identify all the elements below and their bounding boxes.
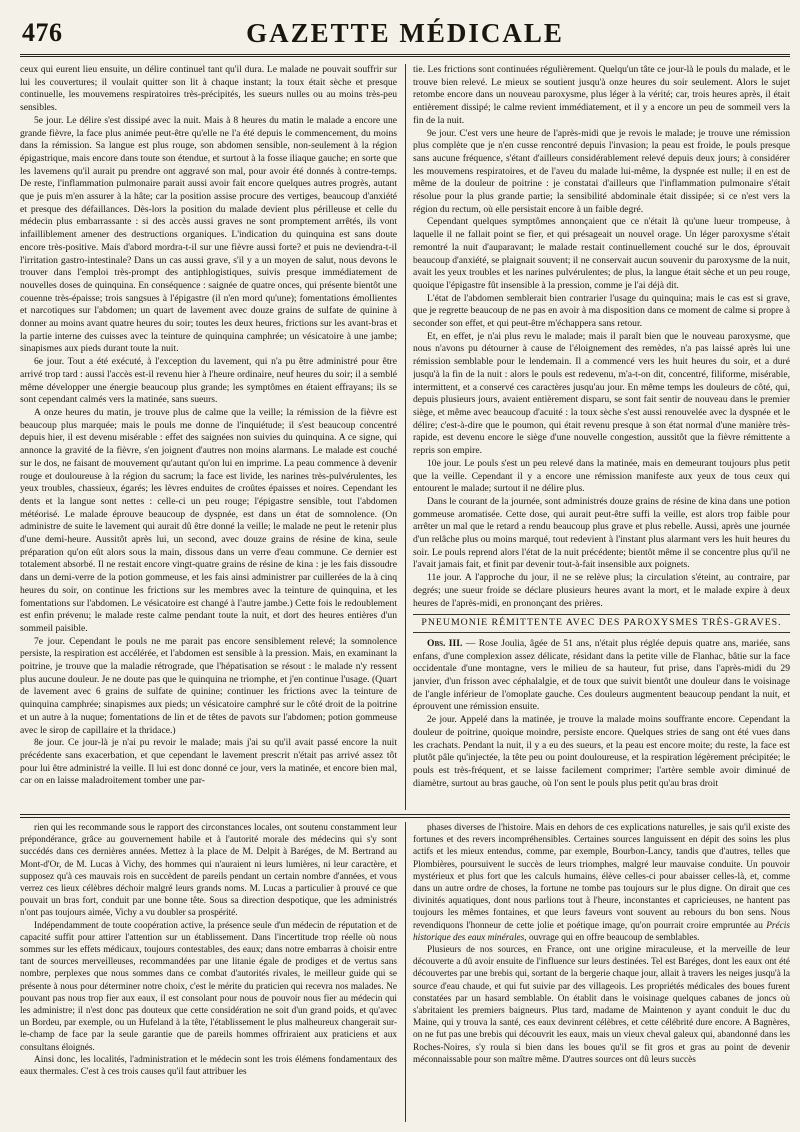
paragraph: L'état de l'abdomen semblerait bien contrarier l'usage du quinquina; mais le cas est si grave, que je regrette beaucoup de ne pas en avoir à ma disposition dans ce moment de calme si propre à seconder son effet, et qui peut-être m'échappera sans retour. [413,292,790,330]
paragraph: 10e jour. Le pouls s'est un peu relevé dans la matinée, mais en demeurant toujours plus petit que la veille. Cependant il y a encore une rémission manifeste aux yeux de tous ceux qui entourent le malade; surtout il ne délire plus. [413,457,790,495]
lower-left-column [20,822,397,1122]
text-run: , ouvrage qui en offre beaucoup de semblables. [524,932,700,943]
column-divider [405,64,406,810]
paragraph: Cependant quelques symptômes annonçaient que ce n'était là qu'une lueur trompeuse, à laquelle il ne fallait point se fier, et qui présageait un nouvel orage. Un léger paroxysme s'était remontré la nuit d'auparavant; le malade restait continuellement couché sur le dos, éprouvait beaucoup d'anxiété, se plaignait souvent; il ne conservait aucun souvenir du paroxysme de la nuit, avait les yeux troubles et les narines pulvérulentes; de plus, la langue était sèche et un peu rouge, quoique l'épigastre fût insensible à la pression, comme je l'ai déjà dit. [413,216,790,291]
paragraph: rien qui les recommande sous le rapport des circonstances locales, ont soutenu constamment leur prépondérance, grâce au gouvernement habile et à l'autorité morale des médecins qui s'y sont succédés dans ces dernières années. Mettez à la place de M. Delpit à Baréges, de M. Bertrand au Mont-d'Or, de M. Lucas à Vichy, des hommes qui n'auraient ni leurs lumières, ni leur caractère, et supposez qu'à ces mauvais rois en succèdent de pareils pendant un certain nombre d'années, et vous verrez ces lieux célèbres déchoir malgré leurs grands noms. M. Lucas a particulier à prouvé ce que pouvait un bras fort, conduit par une bonne tête. Sous sa direction despotique, que les administrés n'ont pas toujours aimée, Vichy a vu doubler sa prospérité. [20,823,397,919]
paragraph: ceux qui eurent lieu ensuite, un délire continuel tant qu'il dura. Le malade ne pouvait souffrir sur lui les couvertures; il voulait quitter son lit à chaque instant; la toux était sèche et presque continuelle, les mouvemens respiratoires très-précipités, les sueurs nulles ou au moins très-peu sensibles. [20,64,397,114]
upper-left-column [20,64,397,810]
section-heading: PNEUMONIE RÉMITTENTE AVEC DES PAROXYSMES TRÈS-GRAVES. [413,614,790,633]
observation-text: — Rose Joulia, âgée de 51 ans, n'était plus réglée depuis quatre ans, mariée, sans enfans, d'une complexion assez délicate, résidant dans la petite ville de Flanhac, bâtie sur la face occidentale d'une montagne, vers le milieu de sa hauteur, fut prise, dans l'après-midi du 29 janvier, d'un frisson avec céphalalgie, et de toux que suivit bientôt une douleur dans le voisinage de l'angle inférieur de l'omoplate gauche. Ces douleurs augmentent beaucoup pendant la nuit, et éprouvent une rémission ensuite. [413,637,790,713]
upper-right-column [413,64,790,810]
observation-label: Obs. III. [427,637,463,649]
paragraph: 5e jour. Le délire s'est dissipé avec la nuit. Mais à 8 heures du matin le malade a encore une grande fièvre, la face plus animée peut-être qu'elle ne l'a été depuis le commencement, du moins dans la rémission. Sa langue est plus rouge, son abdomen sensible, non-seulement à la région épigastrique, mais encore dans toute son étendue, et surtout à la fosse iliaque gauche; en sorte que les lavemens qu'il aurait pu prendre ont aggravé son mal, pour avoir été donnés à contre-temps. De reste, l'inflammation pulmonaire parait aussi avoir fait encore quelques autres progrès, autant que je puis m'en assurer à la hâte; car la position assise procure des vertiges, beaucoup d'anxiété et presque des défaillances. Dès-lors la position du malade devient plus périlleuse et celle du médecin plus embarrassante : si des accès aussi graves ne sont promptement arrêtés, ils vont infailliblement amener des destructions organiques. L'indication du quinquina est sans doute encore très-positive. Mais d'abord mordra-t-il sur une fièvre aussi forte? et puis ne deviendra-t-il l'irritation gastro-intestinale? Dans un cas aussi grave, s'il y a un moyen de salut, nous devons le trouver dans l'emploi très-prompt des antiphlogistiques, suivis presque immédiatement de nouvelles doses de quinquina. En conséquence : saignée de quatre onces, qui présente bientôt une couenne très-épaisse; trois sangsues à l'épigastre (il n'en mord qu'une); fomentations émollientes et narcotiques sur l'abdomen; un quart de lavement avec douze grains de sulfate de quinine à donner au moins avant quatre heures du soir; toutes les deux heures, frictions sur les avant-bras et la partie interne des cuisses avec la teinture de quinquina camphrée; un vésicatoire à une jambe; sinapismes aux pieds durant toute la nuit. [20,114,397,355]
paragraph [413,822,790,944]
paragraph: Plusieurs de nos sources, en France, ont une origine miraculeuse, et la merveille de leur découverte a dû avoir ensuite de l'influence sur leurs destinées. Tel est Baréges, dont les eaux ont été découvertes par une brebis qui, sortant de la bergerie chaque jour, allait à travers les neiges jusqu'à la source d'eau chaude, et qui fut suivie par des villageois. Les propriétés médicales des boues furent constatées par un hasard semblable. On établit dans le voisinage quelques cabanes de joncs où s'abritaient les premiers baigneurs. Plus tard, madame de Maintenon y ayant conduit le duc du Maine, qui y trouva la santé, ces eaux devinrent célèbres, et cette célébrité dure encore. A Bagnères, on ne fut pas une brebis qui découvrit les eaux, mais un vieux cheval galeux qui, abandonné dans les Roches-Noires, s'y roula si bien dans les boues qu'il se fit gros et gras au point de devenir méconnaissable pour son maître même. D'autres sources ont dû leurs succès [413,945,790,1065]
paragraph: Indépendamment de toute coopération active, la présence seule d'un médecin de réputation et de capacité suffit pour attirer l'attention sur un établissement. Dans l'incertitude trop réelle où nous sommes sur les effets médicaux, toujours contestables, des eaux; dans notre embarras à choisir entre tant de sources merveilleuses, recommandées par une litanie égale de prodiges et de vertus sans nombre, perplexes que nous sommes dans ce combat d'autorités rivales, le meilleur guide qui se présente à nous pour déterminer notre choix, c'est le mérite du praticien qui recevra nos malades. Ne pouvant pas nous trop fier aux eaux, il est consolant pour nous de pouvoir nous fier au médecin qui les administre; il n'est donc pas douteux que cette considération ne soit d'un grand poids, et qu'avec un Bordeu, par exemple, ou un Hufeland à la tête, l'établissement le plus malheureux changerait sur-le-champ de face par la seule garantie que de pareils hommes offriraient aux praticiens et aux consultans éloignés. [20,920,397,1053]
paragraph: 2e jour. Appelé dans la matinée, je trouve la malade moins souffrante encore. Cependant la douleur de poitrine, quoique moindre, persiste encore. Quelques stries de sang ont été vues dans les crachats. Pendant la nuit, il y a eu des sueurs, et la peau est encore moite; du reste, la face est plutôt pâle qu'injectée, la tête peu ou point douloureuse, et la respiration légèrement précipitée; le pouls est très-fréquent, et se laisse facilement comprimer; l'artère semble avoir diminué de diamètre, surtout au bras gauche, où l'on sent le pouls plus petit qu'au bras droit [413,714,790,789]
paragraph: A onze heures du matin, je trouve plus de calme que la veille; la rémission de la fièvre est beaucoup plus marquée; mais le pouls me donne de l'inquiétude; il s'est beaucoup concentré depuis hier, il est devenu misérable : effet des saignées non suivies du quinquina. A ce signe, qui annonce la gravité de la fièvre, s'en joignent d'autres non moins alarmans. Le malade est couché sur le dos, ne faisant de mouvement qu'autant qu'on lui en imprime. La peau commence à devenir rouge et douloureuse à la région du sacrum; la face est livide, les narines très-pulvérulentes, les yeux troubles, chassieux, égarés; les lèvres enduites de croûtes épaisses et noires. Cependant les dents et la langue sont nettes : celle-ci un peu rouge; l'épigastre sensible, tout l'abdomen météorisé. Le malade éprouve beaucoup de dyspnée, est dans un état de somnolence. (On administre de suite le lavement qui aurait dû être donné la veille; le malade ne peut le retenir plus d'une demi-heure. Aussitôt après lui, un second, avec douze grains de résine de kina, seule préparation qu'on eût alors sous la main, dissous dans un verre d'eau commune. Ce dernier est totalement absorbé. Il ne restait encore vingt-quatre grains de résine de kina : je les fais dissoudre dans un demi-verre de la potion gommeuse, et les fais ainsi administrer par cuillerées de la à cinq heures du soir, on continue les frictions sur les membres avec la teinture de quinquina, et les fomentations sur l'abdomen. Le vésicatoire est changé à l'autre jambe.) Cette fois le redoublement est enfin prévenu; le malade reste calme pendant toute la nuit, et dort des heures entières d'un sommeil paisible. [20,406,397,634]
paragraph: 9e jour. C'est vers une heure de l'après-midi que je revois le malade; je trouve une rémission plus complète que je n'en cusse rencontré depuis l'invasion; la peau est froide, le pouls presque sans aucune fréquence, s'étant d'ailleurs considérablement relevé depuis deux jours; à considérer les mouvemens respiratoires, et de l'aveu du malade lui-même, la dyspnée est nulle; il en est de même de la douleur de poitrine : je constatai d'ailleurs que l'inflammation pulmonaire s'était résolue pour la plus grande partie; la sensibilité abdominale était dissipée; si ce n'est vers la région du rectum, où elle persistait encore à un faible degré. [413,127,790,215]
page-header [20,14,790,57]
paragraph: tie. Les frictions sont continuées régulièrement. Quelqu'un tâte ce jour-là le pouls du malade, et le trouve bien relevé. Le mieux se soutient jusqu'à onze heures du soir seulement. Alors le sujet retombe encore dans un nouveau paroxysme, plus léger à la vérité; car, trois heures après, il était entièrement dissipé; le calme revient immédiatement, et il y a encore un peu de sommeil vers la fin de la nuit. [413,64,790,126]
paragraph: Et, en effet, je n'ai plus revu le malade; mais il paraît bien que le nouveau paroxysme, que nous n'avons pu détourner à cause de l'éloignement des remèdes, n'a pas laissé après lui une rémission semblable pour le lendemain. Il a commencé vers les huit heures du soir, et a duré jusqu'à la fin de la nuit : alors le pouls est redevenu, m'a-t-on dit, concentré, filiforme, misérable, intermittent, et a conservé ces caractères jusqu'au jour. En même temps les douleurs de côté, qui, depuis plusieurs jours, avaient entièrement disparu, se sont fait sentir de nouveau dans le premier siège, et même avec beaucoup d'acuité : la toux sèche s'est aussi renouvelée avec la dyspnée et le délire; c'est-à-dire que le poumon, qui était revenu presque à son état normal d'une manière très-rapide, est devenu encore le siège d'une nouvelle congestion, aussitôt que la fièvre rémittente a repris son empire. [413,330,790,457]
text-run: phases diverses de l'histoire. Mais en dehors de ces explications naturelles, je sais qu'il existe des fortunes et des revers incompréhensibles. Certaines sources languissent en dépit des soins les plus actifs et les mieux entendus, comme, par exemple, Bourbon-Lancy, tandis que d'autres, telles que Plombières, poursuivent le succès de leurs triomphes, malgré leur mauvaise conduite. Un pouvoir mystérieux et plus fort que les calculs humains, élève celles-ci pour abaisser celles-là, et, comme dans un autre ordre de choses, la fortune ne tombe pas toujours sur le plus digne. On dirait que ces divinités aquatiques, dont nous parlions tout à l'heure, inconstantes et capricieuses, ne hantent pas toujours les mêmes fontaines, et que leurs faveurs vont souvent au rebours du bon sens. Nous revendiquons l'honneur de cette jolie et poétique image, qu'on pourrait croire empruntée au [413,823,790,931]
paragraph: Dans le courant de la journée, sont administrés douze grains de résine de kina dans une potion gommeuse aromatisée. Cette dose, qui aurait peut-être suffi la veille, est alors trop faible pour arrêter un mal que le retard a rendu beaucoup plus grave et plus rebelle. Aussi, après une journée d'un relâche plus ou moins marqué, tout redevient à l'instant plus alarmant vers les huit heures du soir. Le pouls reprend alors l'état de la nuit précédente; bientôt même il se concentre plus qu'il ne l'avait jamais fait, et finit par devenir tout-à-fait insensible aux poignets. [413,495,790,571]
paragraph: Ainsi donc, les localités, l'administration et le médecin sont les trois élémens fondamentaux des eaux thermales. C'est à ces trois causes qu'il faut attribuer les [20,1054,397,1078]
paragraph: 8e jour. Ce jour-là je n'ai pu revoir le malade; mais j'ai su qu'il avait passé encore la nuit précédente sans exacerbation, et que cependant le lavement prescrit n'était pas arrivé assez tôt pour lui être administré la veille. Il lui est donc donné ce jour, vers la matinée, et encore bien mal, car on en laisse maladroitement tomber une par- [20,737,397,787]
lower-right-column [413,822,790,1122]
observation-paragraph [413,638,790,714]
paragraph: 7e jour. Cependant le pouls ne me parait pas encore sensiblement relevé; la somnolence persiste, la respiration est accélérée, et l'abdomen est sensible à la pression. Mais, en examinant la poitrine, je trouve que la maladie rétrograde, que l'hépatisation se résout : le malade n'y ressent plus aucune douleur. Je ne doute pas que le quinquina ne triomphe, et j'en continue l'usage. (Quart de lavement avec 6 grains de sulfate de quinine; continuer les frictions avec la teinture de quinquina camphrée; sinapismes aux pieds; un vésicatoire camphré sur le côté droit de la poitrine et un autre à la nuque; fomentations de lin et de têtes de pavots sur l'abdomen; potion gommeuse avec le sirop de capillaire et la thridace.) [20,635,397,736]
section-divider [20,814,790,818]
paragraph: 11e jour. A l'approche du jour, il ne se relève plus; la circulation s'éteint, au contraire, par degrés; une sueur froide se déclare plusieurs heures avant la mort, et le malade expire à deux heures de l'après-midi, en prononçant des prières. [413,572,790,609]
page-number: 476 [22,18,63,47]
newspaper-page [20,14,790,1124]
paragraph: 6e jour. Tout a été exécuté, à l'exception du lavement, qui n'a pu être administré pour être arrivé trop tard : aussi l'accès est-il revenu hier à l'heure ordinaire, neuf heures du soir; il a semblé même développer une énergie beaucoup plus grande; les symptômes en étaient effrayans; ils se sont cependant calmés vers la matinée, sans sueurs. [20,356,397,406]
upper-section [20,64,790,810]
column-divider [405,822,406,1122]
book-title: Précis historique des eaux minérales [413,920,790,943]
masthead-title: GAZETTE MÉDICALE [246,18,564,48]
lower-section [20,822,790,1122]
